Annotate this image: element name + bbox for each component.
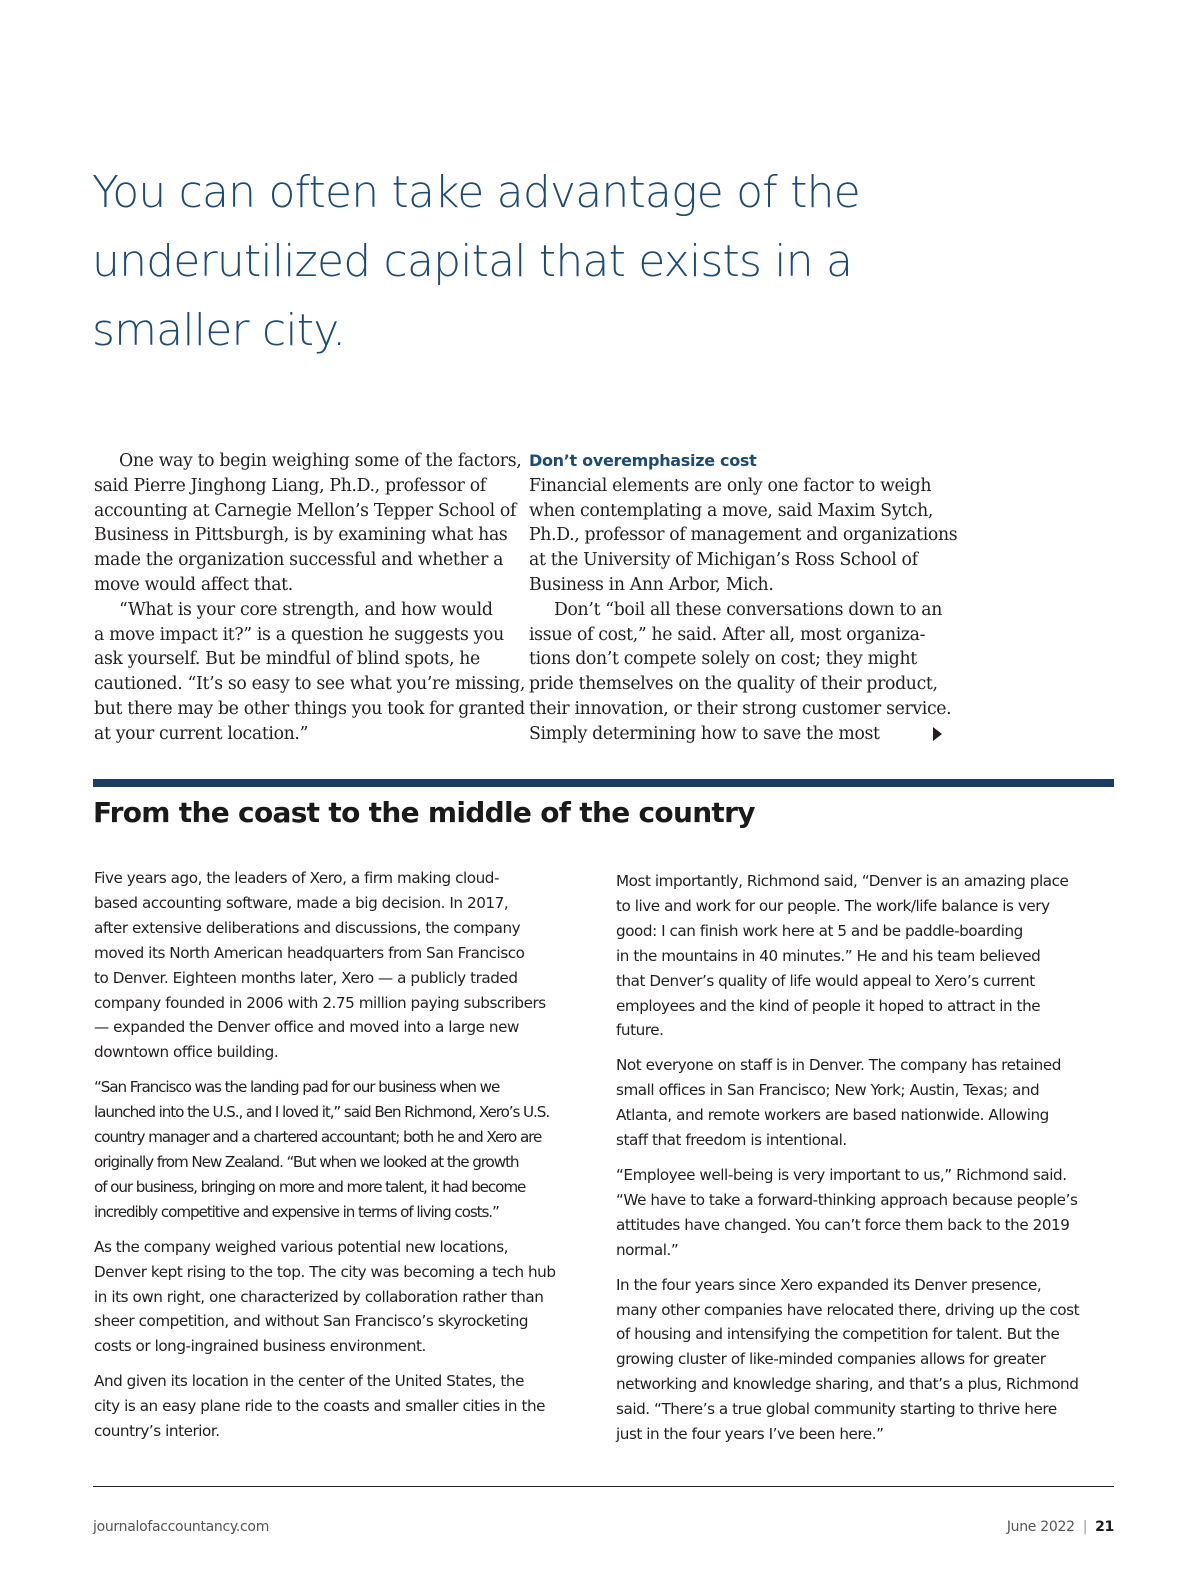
pull-quote-line: You can often take advantage of the bbox=[92, 167, 860, 218]
text-line: company founded in 2006 with 2.75 million paying subscribers bbox=[94, 993, 546, 1012]
footer-website: journalofaccountancy.com bbox=[93, 1519, 270, 1535]
text-line: growing cluster of like-minded companies allows for greater bbox=[616, 1350, 1046, 1369]
article-paragraph bbox=[529, 474, 958, 598]
pull-quote-line: smaller city. bbox=[92, 305, 346, 356]
text-line: said. “There’s a true global community starting to thrive here bbox=[616, 1400, 1057, 1419]
sidebar-paragraph bbox=[94, 866, 594, 1065]
text-line: attitudes have changed. You can’t force them back to the 2019 bbox=[616, 1215, 1070, 1234]
text-line: downtown office building. bbox=[94, 1043, 279, 1062]
text-line: employees and the kind of people it hoped to attract in the bbox=[616, 996, 1041, 1015]
text-line: Not everyone on staff is in Denver. The company has retained bbox=[616, 1056, 1061, 1075]
article-paragraph bbox=[94, 598, 526, 747]
article-paragraph bbox=[529, 598, 952, 747]
text-line: small offices in San Francisco; New York; Austin, Texas; and bbox=[616, 1081, 1040, 1100]
text-line: that Denver’s quality of life would appeal to Xero’s current bbox=[616, 971, 1035, 990]
footer-date: June 2022 bbox=[1006, 1519, 1075, 1535]
footer-issue bbox=[1007, 1519, 1114, 1535]
text-line: — expanded the Denver office and moved into a large new bbox=[94, 1018, 519, 1037]
text-line: Financial elements are only one factor to weigh bbox=[529, 475, 932, 496]
text-line: moved its North American headquarters from San Francisco bbox=[94, 943, 525, 962]
sidebar-top-rule bbox=[93, 779, 1114, 787]
text-line: in the mountains in 40 minutes.” He and his team believed bbox=[616, 946, 1041, 965]
text-line: Five years ago, the leaders of Xero, a firm making cloud- bbox=[94, 869, 499, 887]
text-line: just in the four years I’ve been here.” bbox=[616, 1425, 884, 1444]
text-line: many other companies have relocated there, driving up the cost bbox=[616, 1300, 1080, 1319]
text-line: In the four years since Xero expanded its Denver presence, bbox=[616, 1275, 1042, 1294]
text-line: Simply determining how to save the most bbox=[529, 723, 880, 744]
text-line: Business in Ann Arbor, Mich. bbox=[529, 574, 774, 595]
article-column-1 bbox=[94, 449, 526, 747]
text-line: but there may be other things you took for granted bbox=[94, 698, 525, 719]
sidebar-quote-paragraph bbox=[94, 1075, 594, 1224]
text-line: when contemplating a move, said Maxim Sytch, bbox=[529, 500, 934, 521]
pull-quote bbox=[92, 158, 860, 365]
article-column-2 bbox=[529, 449, 958, 747]
text-line: of housing and intensifying the competition for talent. But the bbox=[616, 1325, 1060, 1344]
footer-separator: | bbox=[1082, 1519, 1088, 1535]
page-number: 21 bbox=[1095, 1519, 1114, 1535]
text-line: ask yourself. But be mindful of blind spots, he bbox=[94, 649, 480, 670]
text-line: city is an easy plane ride to the coasts and smaller cities in the bbox=[94, 1397, 546, 1416]
sidebar-paragraph bbox=[616, 869, 1116, 1043]
sidebar-title: From the coast to the middle of the country bbox=[93, 796, 755, 829]
text-line: said Pierre Jinghong Liang, Ph.D., professor of bbox=[94, 475, 486, 496]
text-line: good: I can finish work here at 5 and be paddle-boarding bbox=[616, 921, 1023, 940]
text-line: tions don’t compete solely on cost; they might bbox=[529, 649, 917, 670]
continued-arrow-icon bbox=[933, 727, 942, 741]
text-line: incredibly competitive and expensive in terms of living costs.” bbox=[94, 1202, 499, 1221]
text-line: normal.” bbox=[616, 1240, 679, 1259]
text-line: Denver kept rising to the top. The city was becoming a tech hub bbox=[94, 1262, 556, 1281]
text-line: Business in Pittsburgh, is by examining what has bbox=[94, 525, 508, 546]
subhead: Don’t overemphasize cost bbox=[529, 451, 757, 470]
footer-rule bbox=[93, 1486, 1114, 1487]
article-paragraph bbox=[94, 449, 522, 598]
text-line: accounting at Carnegie Mellon’s Tepper School of bbox=[94, 500, 517, 521]
text-line: Ph.D., professor of management and organizations bbox=[529, 525, 958, 546]
text-line: Atlanta, and remote workers are based nationwide. Allowing bbox=[616, 1106, 1049, 1125]
text-line: sheer competition, and without San Francisco’s skyrocketing bbox=[94, 1312, 529, 1331]
text-line: in its own right, one characterized by collaboration rather than bbox=[94, 1287, 544, 1306]
text-line: As the company weighed various potential new locations, bbox=[94, 1237, 509, 1256]
text-line: “What is your core strength, and how would bbox=[119, 599, 493, 620]
text-line: after extensive deliberations and discussions, the company bbox=[94, 918, 521, 937]
text-line: their innovation, or their strong customer service. bbox=[529, 698, 952, 719]
sidebar-paragraph bbox=[616, 1163, 1116, 1263]
text-line: “Employee well-being is very important to us,” Richmond said. bbox=[616, 1165, 1067, 1184]
sidebar-paragraph bbox=[94, 1369, 594, 1444]
text-line: at your current location.” bbox=[94, 723, 309, 744]
text-line: to Denver. Eighteen months later, Xero — a publicly traded bbox=[94, 968, 518, 987]
text-line: originally from New Zealand. “But when we looked at the growth bbox=[94, 1152, 519, 1171]
sidebar-paragraph bbox=[94, 1235, 594, 1360]
text-line: staff that freedom is intentional. bbox=[616, 1131, 847, 1150]
text-line: Don’t “boil all these conversations down to an bbox=[554, 599, 942, 620]
sidebar-paragraph bbox=[616, 1273, 1116, 1447]
text-line: future. bbox=[616, 1021, 664, 1040]
sidebar-column-2 bbox=[616, 869, 1116, 1457]
text-line: country manager and a chartered accountant; both he and Xero are bbox=[94, 1128, 542, 1147]
text-line: Most importantly, Richmond said, “Denver is an amazing place bbox=[616, 872, 1069, 890]
text-line: launched into the U.S., and I loved it,” said Ben Richmond, Xero’s U.S. bbox=[94, 1103, 550, 1122]
pull-quote-line: underutilized capital that exists in a bbox=[92, 236, 853, 287]
text-line: at the University of Michigan’s Ross School of bbox=[529, 550, 918, 571]
text-line: One way to begin weighing some of the factors, bbox=[119, 451, 522, 471]
sidebar-paragraph bbox=[616, 1053, 1116, 1153]
text-line: of our business, bringing on more and more talent, it had become bbox=[94, 1177, 526, 1196]
text-line: move would affect that. bbox=[94, 574, 293, 595]
text-line: a move impact it?” is a question he suggests you bbox=[94, 624, 504, 645]
text-line: made the organization successful and whether a bbox=[94, 550, 504, 571]
text-line: issue of cost,” he said. After all, most organiza- bbox=[529, 624, 926, 645]
text-line: based accounting software, made a big decision. In 2017, bbox=[94, 893, 509, 912]
sidebar-column-1 bbox=[94, 866, 594, 1454]
text-line: cautioned. “It’s so easy to see what you’re missing, bbox=[94, 674, 526, 695]
text-line: “We have to take a forward-thinking approach because people’s bbox=[616, 1190, 1078, 1209]
text-line: pride themselves on the quality of their product, bbox=[529, 674, 938, 695]
text-line: networking and knowledge sharing, and that’s a plus, Richmond bbox=[616, 1375, 1079, 1394]
text-line: country’s interior. bbox=[94, 1422, 220, 1441]
text-line: And given its location in the center of the United States, the bbox=[94, 1372, 524, 1391]
text-line: costs or long-ingrained business environment. bbox=[94, 1337, 426, 1356]
text-line: “San Francisco was the landing pad for our business when we bbox=[94, 1078, 500, 1097]
text-line: to live and work for our people. The work/life balance is very bbox=[616, 896, 1050, 915]
